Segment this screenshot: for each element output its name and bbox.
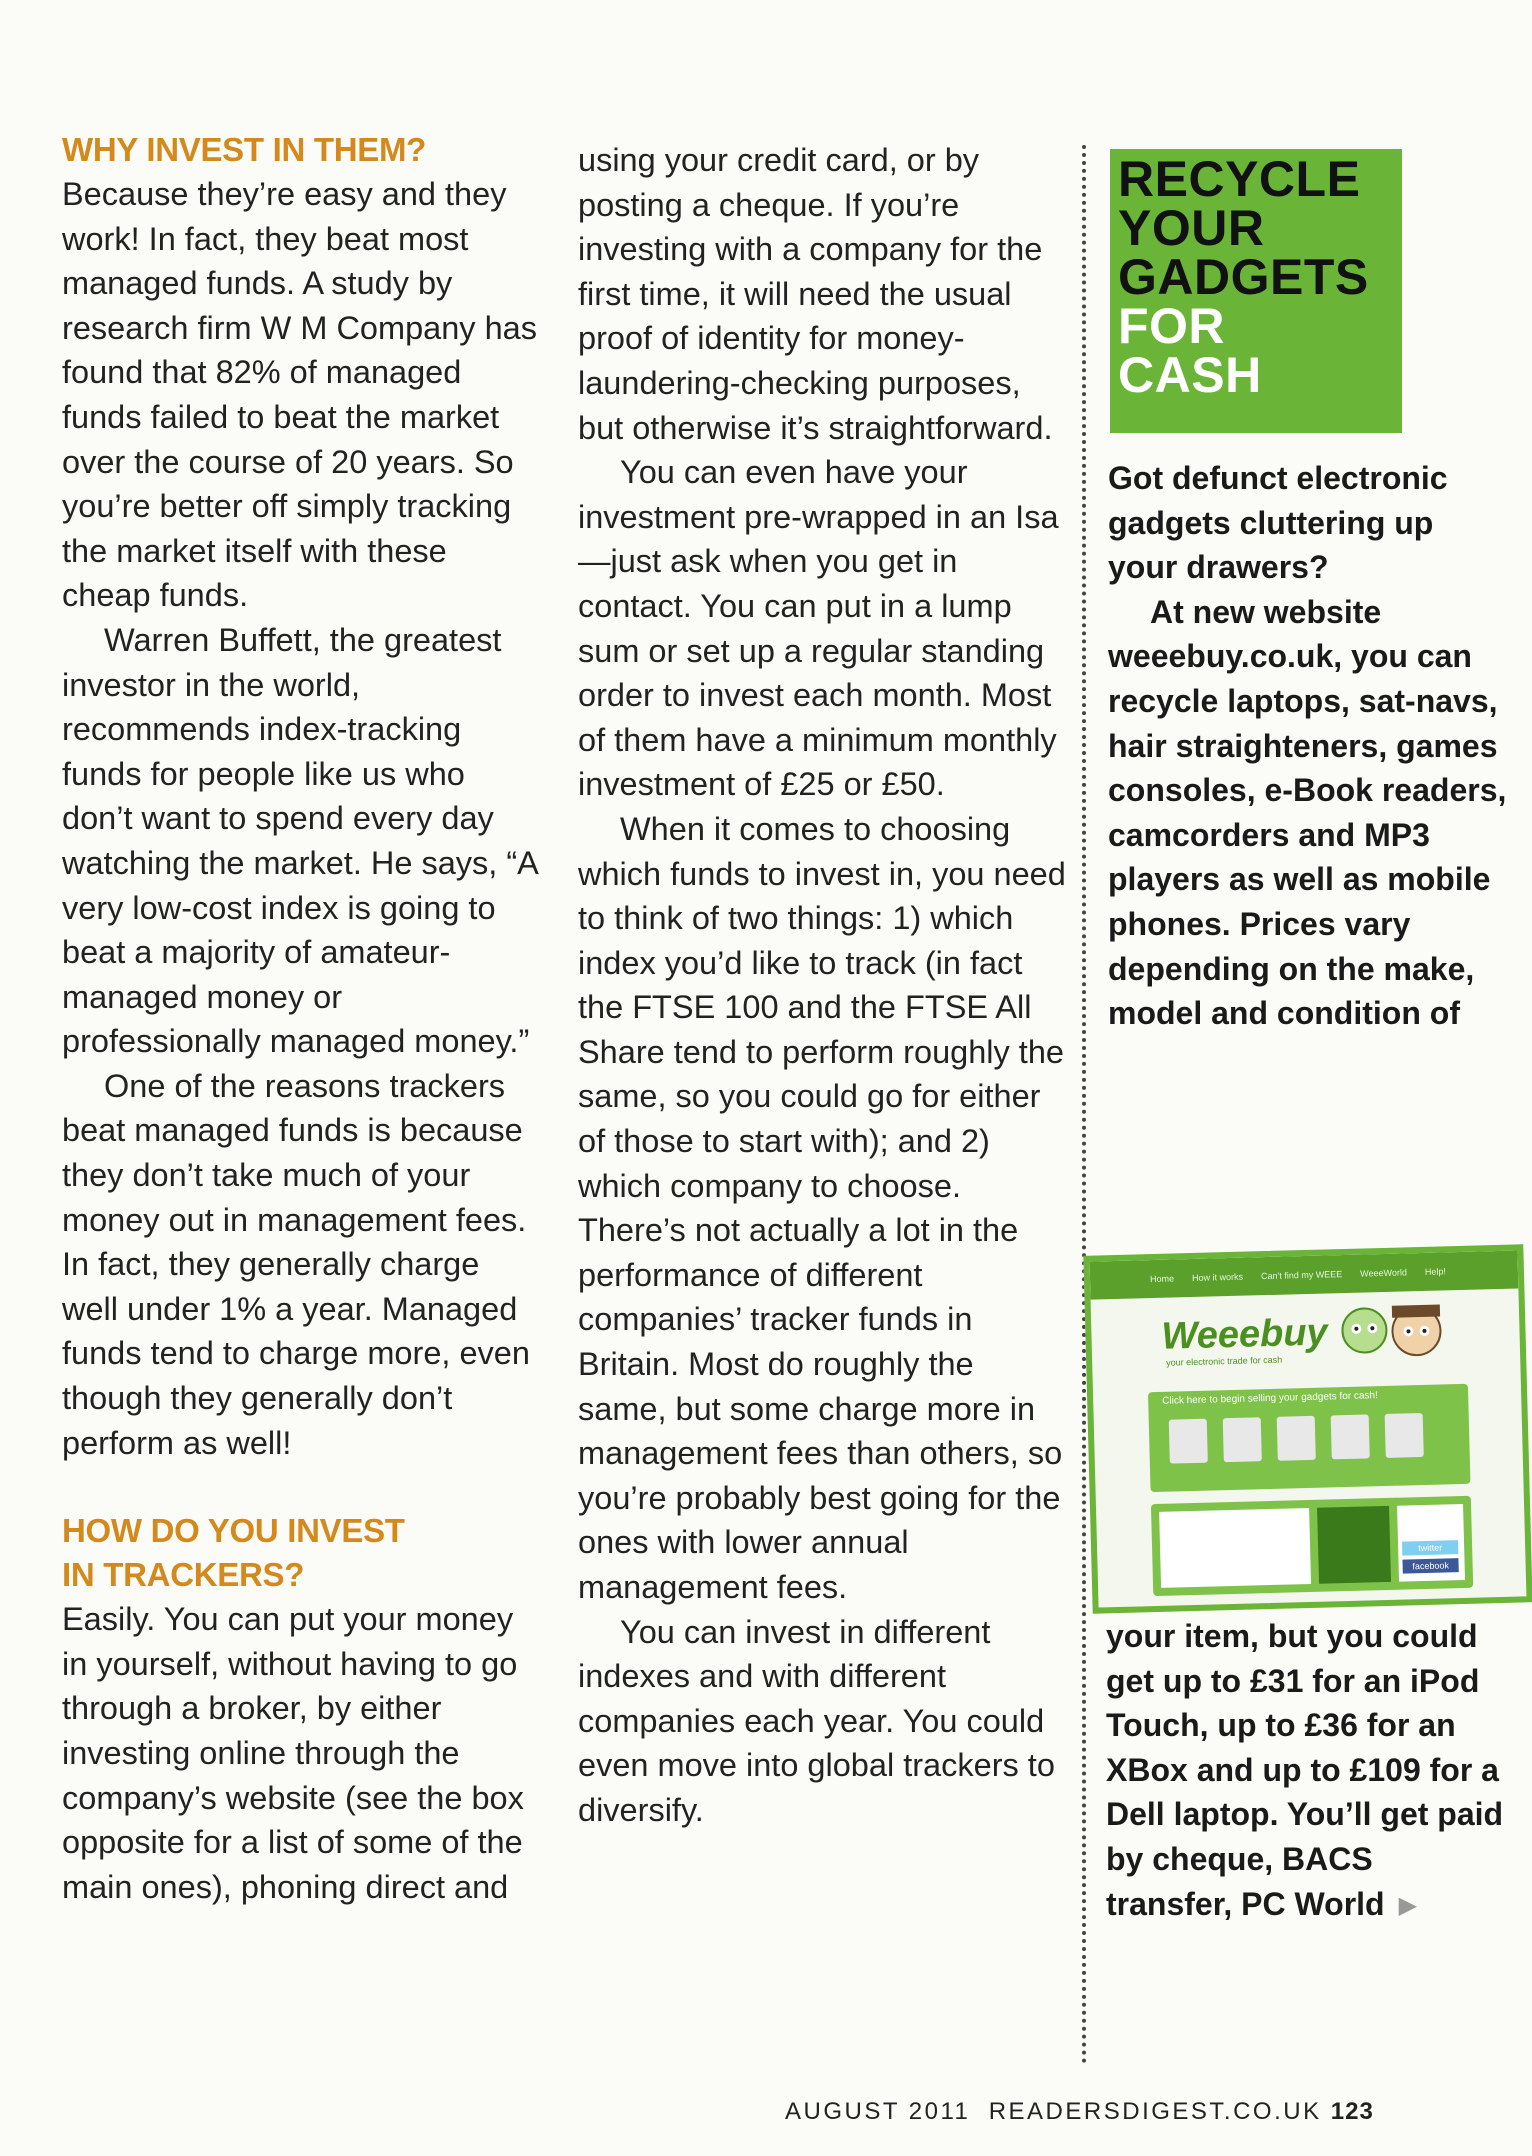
paragraph: Warren Buffett, the greatest investor in the world, recommends index-tracking funds for people like us who don’t want to spend every day watching the market. He says, “A very low-cost index is going to beat a majority of amateur-managed money or professionally managed money.” [62, 621, 538, 1060]
page-number: 123 [1330, 2098, 1374, 2125]
sidebar-text-bottom [1106, 1614, 1506, 1928]
panel-strip: Click here to begin selling your gadgets for cash! [1162, 1390, 1378, 1407]
screenshot-bottom-panel [1151, 1496, 1473, 1596]
sidebar-title-line: CASH [1118, 347, 1262, 403]
nav-item: Help! [1424, 1266, 1447, 1277]
footer-date: AUGUST 2011 [785, 2098, 971, 2125]
column-1 [62, 128, 542, 1909]
dotted-divider [1082, 145, 1086, 2065]
nav-item: Can't find my WEEE [1260, 1269, 1343, 1282]
nav-item: WeeeWorld [1360, 1267, 1408, 1279]
nav-item: Home [1149, 1273, 1175, 1285]
column-1-text [62, 172, 542, 1465]
screenshot-nav [1090, 1250, 1519, 1299]
paragraph: Got defunct electronic gadgets cluttering up your drawers? [1108, 460, 1448, 586]
sidebar-title-line: GADGETS [1118, 249, 1369, 305]
facebook-badge: facebook [1402, 1558, 1458, 1573]
paragraph: When it comes to choosing which funds to invest in, you need to think of two things: 1) which index you’d like to track (in fact the FTSE 100 and the FTSE All Share tend to perform roughly the same, so you could go for either of those to start with); and 2) which company to choose. There’s not actually a lot in the performance of different companies’ tracker funds in Britain. Most do roughly the same, but some charge more in management fees than others, so you’re probably best going for the ones with lower annual management fees. [578, 810, 1066, 1605]
weeebuy-screenshot [1083, 1244, 1532, 1613]
heading-how-invest: HOW DO YOU INVEST IN TRACKERS? [62, 1512, 405, 1594]
sidebar-title-line: RECYCLE [1118, 151, 1361, 207]
paragraph: One of the reasons trackers beat managed funds is because they don’t take much of your money out in management fees. In fact, they generally charge well under 1% a year. Managed funds tend to charge more, even though they generally don’t perform as well! [62, 1067, 530, 1461]
column-2 [578, 138, 1068, 1833]
twitter-badge: twitter [1402, 1540, 1458, 1555]
paragraph: You can even have your investment pre-wrapped in an Isa—just ask when you get in contact. You can put in a lump sum or set up a regular standing order to invest each month. Most of them have a minimum monthly investment of £25 or £50. [578, 454, 1059, 803]
weeebuy-logo: Weeebuy [1160, 1311, 1329, 1358]
paragraph: using your credit card, or by posting a cheque. If you’re investing with a company for the first time, it will need the usual proof of identity for money-laundering-checking purposes, but otherwise it’s straightforward. [578, 142, 1053, 446]
screenshot-gadget-panel [1148, 1384, 1471, 1492]
paragraph: At new website weeebuy.co.uk, you can recycle laptops, sat-navs, hair straighteners, games consoles, e-Book readers, camcorders and MP3 players as well as mobile phones. Prices vary depending on the make, model and condition of [1108, 593, 1507, 1032]
paragraph: Because they’re easy and they work! In fact, they beat most managed funds. A study by research firm W M Company has found that 82% of managed funds failed to beat the market over the course of 20 years. So you’re better off simply tracking the market itself with these cheap funds. [62, 176, 537, 614]
page-footer [785, 2098, 1374, 2126]
paragraph: You can invest in different indexes and with different companies each year. You could even move into global trackers to diversify. [578, 1613, 1055, 1828]
sidebar-title-line: YOUR [1118, 200, 1265, 256]
paragraph: Easily. You can put your money in yourself, without having to go through a broker, by either investing online through the company’s website (see the box opposite for a list of some of the main ones), phoning direct and [62, 1601, 524, 1905]
sidebar-title-box [1110, 149, 1402, 433]
nav-item: How it works [1191, 1271, 1244, 1283]
continue-arrow-icon: ▶ [1398, 1891, 1418, 1919]
weeebuy-tagline: your electronic trade for cash [1166, 1354, 1283, 1368]
paragraph: your item, but you could get up to £31 for an iPod Touch, up to £36 for an XBox and up to £109 for a Dell laptop. You’ll get paid by cheque, BACS transfer, PC World [1106, 1618, 1504, 1922]
heading-why-invest: WHY INVEST IN THEM? [62, 131, 427, 168]
sidebar-text-top [1108, 456, 1508, 1036]
footer-site: READERSDIGEST.CO.UK [988, 2098, 1322, 2125]
cartoon-characters-icon [1336, 1298, 1458, 1371]
sidebar-title-line: FOR [1118, 298, 1226, 354]
